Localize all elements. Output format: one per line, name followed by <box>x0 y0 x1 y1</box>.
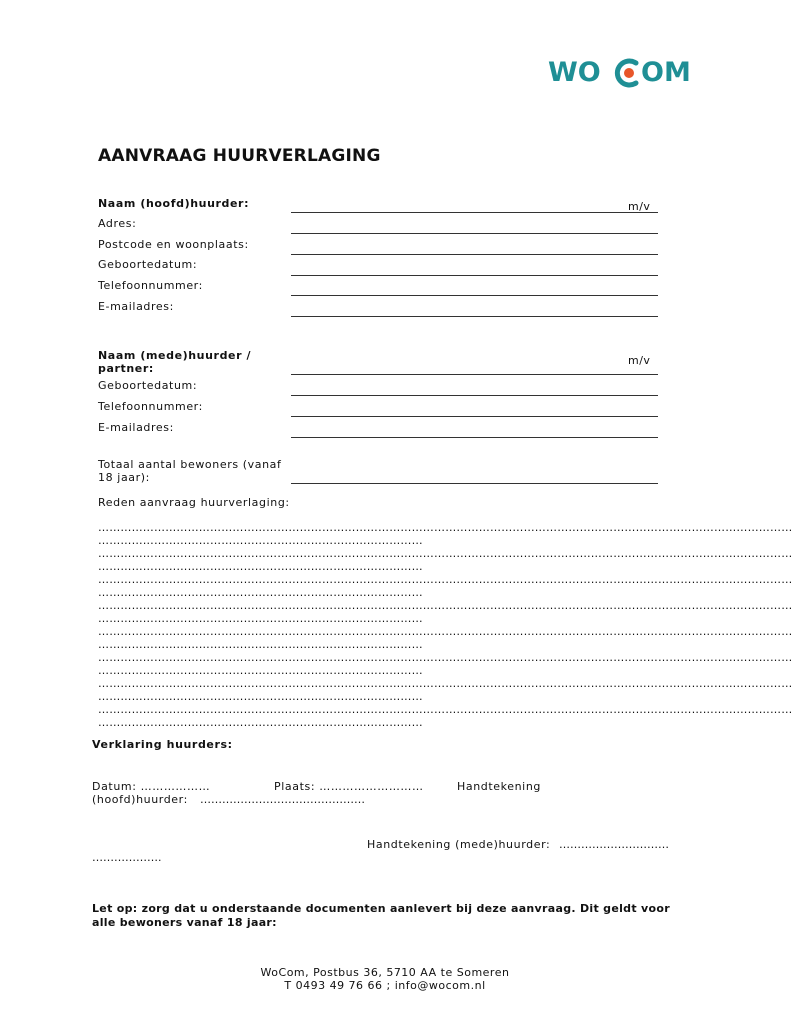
main-tenant-address-field[interactable] <box>291 233 658 234</box>
main-tenant-postcode-field[interactable] <box>291 254 658 255</box>
co-tenant-gender-label: m/v <box>628 354 651 367</box>
main-tenant-email-label: E-mailadres: <box>98 300 174 313</box>
notice-line1: Let op: zorg dat u onderstaande documenten aanlevert bij deze aanvraag. Dit geldt voor <box>92 902 670 915</box>
reason-dotted-line: …………………………………………………………………………… <box>98 716 423 729</box>
main-tenant-email-field[interactable] <box>291 316 658 317</box>
reason-dotted-line: …………………………………………………………………………………………………………………………………………………………………… <box>98 625 792 638</box>
notice-line2: alle bewoners vanaf 18 jaar: <box>92 916 277 929</box>
main-tenant-address-label: Adres: <box>98 217 137 230</box>
signature-label-cont: (hoofd)huurder: <box>92 793 188 806</box>
reason-dotted-line: …………………………………………………………………………………………………………………………………………………………………… <box>98 599 792 612</box>
co-tenant-email-label: E-mailadres: <box>98 421 174 434</box>
reason-dotted-line: …………………………………………………………………………… <box>98 638 423 651</box>
main-tenant-birthdate-field[interactable] <box>291 275 658 276</box>
co-tenant-phone-field[interactable] <box>291 416 658 417</box>
reason-dotted-line: …………………………………………………………………………… <box>98 534 423 547</box>
co-signature-label: Handtekening (mede)huurder: <box>367 838 551 851</box>
co-tenant-phone-label: Telefoonnummer: <box>98 400 203 413</box>
page-title: AANVRAAG HUURVERLAGING <box>98 146 381 166</box>
reason-dotted-line: …………………………………………………………………………………………………………………………………………………………………… <box>98 521 792 534</box>
place-field[interactable]: Plaats: ……………………… <box>274 780 424 793</box>
main-tenant-gender-label: m/v <box>628 200 651 213</box>
reason-dotted-line: …………………………………………………………………………………………………………………………………………………………………… <box>98 573 792 586</box>
co-signature-field-cont[interactable]: ………………. <box>92 851 162 864</box>
main-tenant-phone-field[interactable] <box>291 295 658 296</box>
co-tenant-name-label-line1: Naam (mede)huurder / <box>98 349 252 362</box>
footer-contact: T 0493 49 76 66 ; info@wocom.nl <box>284 979 486 992</box>
reason-dotted-line: …………………………………………………………………………… <box>98 612 423 625</box>
main-tenant-phone-label: Telefoonnummer: <box>98 279 203 292</box>
main-tenant-name-label: Naam (hoofd)huurder: <box>98 197 250 210</box>
main-tenant-birthdate-label: Geboortedatum: <box>98 258 198 271</box>
reason-dotted-line: …………………………………………………………………………… <box>98 664 423 677</box>
co-tenant-email-field[interactable] <box>291 437 658 438</box>
co-tenant-birthdate-field[interactable] <box>291 395 658 396</box>
residents-count-field[interactable] <box>291 483 658 484</box>
co-tenant-birthdate-label: Geboortedatum: <box>98 379 198 392</box>
notice-text <box>92 902 670 930</box>
co-tenant-name-label-line2: partner: <box>98 362 154 375</box>
signature-label: Handtekening <box>457 780 541 793</box>
main-signature-field[interactable]: ……………………………………… <box>200 793 365 806</box>
footer-address: WoCom, Postbus 36, 5710 AA te Someren <box>260 966 510 979</box>
reason-dotted-line: …………………………………………………………………………… <box>98 586 423 599</box>
co-tenant-name-field[interactable] <box>291 374 658 375</box>
reason-dotted-line: …………………………………………………………………………… <box>98 690 423 703</box>
reason-label: Reden aanvraag huurverlaging: <box>98 496 290 509</box>
reason-dotted-line: …………………………………………………………………………………………………………………………………………………………………… <box>98 547 792 560</box>
reason-dotted-line: …………………………………………………………………………… <box>98 560 423 573</box>
logo-text-right: OM <box>641 57 691 88</box>
residents-label-line2: 18 jaar): <box>98 471 150 484</box>
wocom-logo <box>548 54 704 90</box>
residents-label-line1: Totaal aantal bewoners (vanaf <box>98 458 282 471</box>
date-field[interactable]: Datum: ……………… <box>92 780 211 793</box>
reason-dotted-line: …………………………………………………………………………………………………………………………………………………………………… <box>98 677 792 690</box>
main-tenant-postcode-label: Postcode en woonplaats: <box>98 238 249 251</box>
reason-dotted-line: …………………………………………………………………………………………………………………………………………………………………… <box>98 703 792 716</box>
co-signature-field[interactable]: ………………………… <box>559 838 669 851</box>
logo-emblem-icon <box>617 61 636 85</box>
reason-dotted-line: …………………………………………………………………………………………………………………………………………………………………… <box>98 651 792 664</box>
declaration-heading: Verklaring huurders: <box>92 738 233 751</box>
logo-text-left: WO <box>548 57 601 88</box>
main-tenant-name-field[interactable] <box>291 212 658 213</box>
